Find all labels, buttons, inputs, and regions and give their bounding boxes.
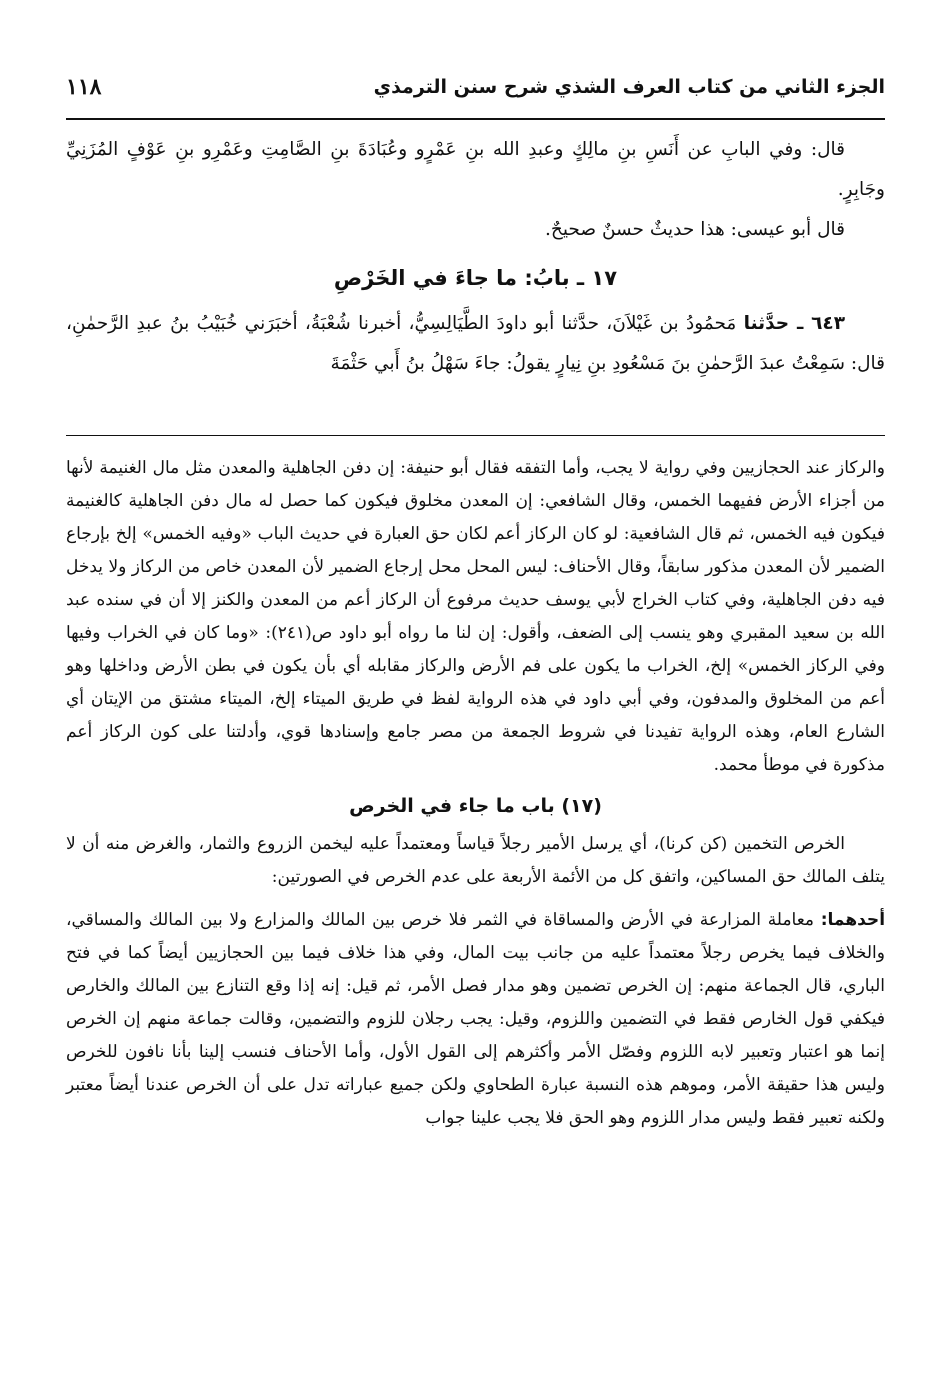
running-title: الجزء الثاني من كتاب العرف الشذي شرح سنن الترمذي xyxy=(373,76,885,98)
first-case-label: أحدهما: xyxy=(820,910,886,930)
header-divider xyxy=(66,118,885,120)
hadith-section xyxy=(66,130,885,384)
first-case-text: معاملة المزارعة في الأرض والمساقاة في الثمر فلا خرص بين المالك والمزارع ولا بين المالك والمساقي، والخلاف فيما يخرص رجلاً معتمداً عليه من جانب بيت المال، وفي هذا خلاف فيما بين الحجازيين أيضاً كما في فتح الباري، قال الجماعة منهم: إن الخرص تضمين وهو مدار فصل الأمر، ثم قيل: إنه إذا وقع التنازع بين المالك والخارص فيكفي قول الخارص فقط في التضمين واللزوم، وقيل: يجب رجلان للزوم والتضمين، وقالت جماعة منهم إن الخرص إنما هو اعتبار وتعبير لابه اللزوم وفصّل الأمر وأكثرهم إلى القول الأول، وأما الأحناف فنسب إلينا بأنا نافون للخرص وليس هذا حقيقة الأمر، وموهم هذه النسبة عبارة الطحاوي ولكن جميع عباراته تدل على أن الخرص عندنا أيضاً معتبر ولكنه تعبير فقط وليس مدار اللزوم وهو الحق فلا يجب علينا جواب xyxy=(66,910,885,1128)
commentary-paragraph-definition: الخرص التخمين (كن كرنا)، أي يرسل الأمير رجلاً قياساً ومعتمداً عليه ليخمن الزروع والثمار، والغرض منه أن لا يتلف المالك حق المساكين، واتفق كل من الأئمة الأربعة على عدم الخرص في الصورتين: xyxy=(66,834,885,887)
hadith-grading: قال أبو عيسى: هذا حديثٌ حسنٌ صحيحٌ. xyxy=(545,219,845,240)
hadith-isnad: مَحمُودُ بن غَيْلاَنَ، حدَّثنا أبو داودَ الطَّيَالِسِيُّ، أخبرنا شُعْبَةُ، أخبَرَني خُبَيْبُ بنُ عبدِ الرَّحمٰنِ، قال: سَمِعْتُ عبدَ الرَّحمٰنِ بنَ مَسْعُودِ بنِ نِيارٍ يقولُ: جاءَ سَهْلُ بنُ أَبي حَثْمَةَ xyxy=(66,313,885,374)
commentary-paragraph-rikaz: والركاز عند الحجازيين وفي رواية لا يجب، وأما التفقه فقال أبو حنيفة: إن دفن الجاهلية والمعدن مثل مال الغنيمة لأنها من أجزاء الأرض ففيهما الخمس، وقال الشافعي: إن المعدن مخلوق فيكون كما حصل له مال دفن الجاهلية كالغنيمة فيكون فيه الخمس، ثم قال الشافعية: لو كان الركاز أعم لكان حق العبارة في حديث الباب «وفيه الخمس» إلخ بإرجاع الضمير لأن المعدن مذكور سابقاً، وقال الأحناف: ليس المحل محل إرجاع الضمير لأن المعدن خاص من الركاز ولا يدخل فيه دفن الجاهلية، وفي كتاب الخراج لأبي يوسف حديث مرفوع أن الركاز أعم من المعدن والكنز إلا أن في سنده عبد الله بن سعيد المقبري وهو ينسب إلى الضعف، وأقول: إن لنا ما رواه أبو داود ص(٢٤١): «وما كان في الخراب وفيها وفي الركاز الخمس» إلخ، الخراب ما يكون على فم الأرض والركاز مقابله أي بأن يكون في بطن الأرض وداخلها وهو أعم من المخلوق والمدفون، وفي أبي داود في هذه الرواية لفظ في طريق الميتاء إلخ، الميتاء مشتق من الإيتان أي الشارع العام، وهذه الرواية تفيدنا في شروط الجمعة من مصر جامع وإسنادها قوي، وأدلتنا على كون الركاز أعم مذكورة في موطأ محمد. xyxy=(66,458,886,775)
commentary-paragraph-first xyxy=(66,904,885,1135)
chapter-note: قال: وفي البابِ عن أَنَسِ بنِ مالِكٍ وعبدِ الله بنِ عَمْرٍو وعُبَادَةَ بنِ الصَّامِتِ وعَمْرِو بنِ عَوْفٍ المُزَنِيِّ وجَابِرٍ. xyxy=(66,139,885,200)
commentary-section xyxy=(66,452,885,1135)
page-number: ١١٨ xyxy=(66,74,102,100)
chapter-title: ١٧ ـ بابُ: ما جاءَ في الخَرْصِ xyxy=(333,266,618,290)
hadith-text-paragraph xyxy=(66,304,885,384)
page-header xyxy=(66,70,885,110)
commentary-section-heading: (١٧) باب ما جاء في الخرص xyxy=(349,795,602,817)
commentary-divider xyxy=(66,435,885,436)
hadith-number: ٦٤٣ ـ حدَّثنا xyxy=(743,313,845,334)
